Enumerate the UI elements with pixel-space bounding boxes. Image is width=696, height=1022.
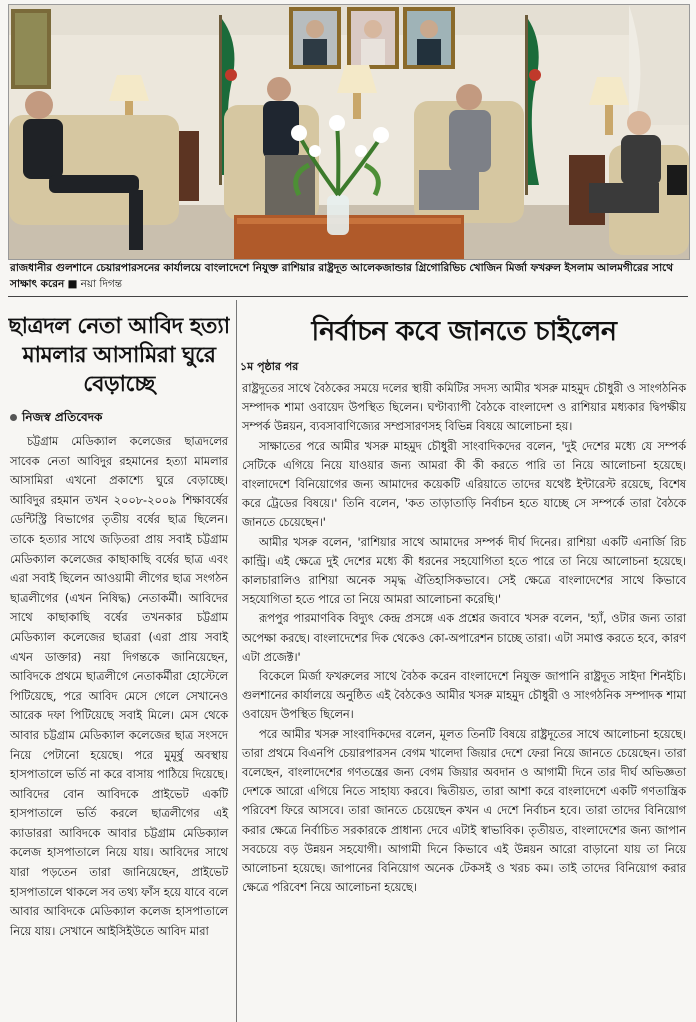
right-article-headline: নির্বাচন কবে জানতে চাইলেন: [311, 316, 617, 347]
paragraph: রূপপুর পারমাণবিক বিদ্যুৎ কেন্দ্র প্রসঙ্গে এক প্রশ্নের জবাবে খসরু বলেন, 'হ্যাঁ, ওটার জন্য তারা অপেক্ষা করছে। বাংলাদেশের দিক থেকেও কো-অপারেশন চাচ্ছে তারা। এটা সমাপ্ত করতে হবে, কারণ এটা প্রজেক্ট।': [242, 612, 686, 664]
divider: [8, 296, 688, 297]
paragraph: আমীর খসরু বলেন, 'রাশিয়ার সাথে আমাদের সম্পর্ক দীর্ঘ দিনের। রাশিয়া একটি এনার্জি রিচ কান্ট্রি। এই ক্ষেত্রে দুই দেশের মধ্যে কী ধরনের সহযোগিতা হতে পারে তা নিয়ে আলোচনা হয়েছে। কালচারালিও রাশিয়া অনেক সমৃদ্ধ ঐতিহাসিকভাবে। সেই ক্ষেত্রে বাংলাদেশের সাথে কিভাবে সহযোগিতা হতে পারে তা নিয়ে আমরা আলোচনা করেছি।': [242, 535, 686, 607]
left-article-body: চট্টগ্রাম মেডিক্যাল কলেজের ছাত্রদলের সাবেক নেতা আবিদুর রহমানের হত্যা মামলার আসামিরা এখনো প্রকাশ্যে ঘুরে বেড়াচ্ছে। আবিদুর রহমান তখন ২০০৮-২০০৯ শিক্ষাবর্ষের ডেন্টিস্ট্রি বিভাগের তৃতীয় বর্ষের ছাত্র ছিলেন। তাকে হত্যার সাথে জড়িতরা প্রায় সবাই চট্টগ্রাম মেডিক্যাল কলেজের কাছাকাছি বর্ষের ছাত্র এবং এরা সবাই ছিলেন আওয়ামী লীগের ছাত্র সংগঠন ছাত্রলীগের (এখন নিষিদ্ধ) নেতাকর্মী। আবিদের সাথে কাছাকাছি বর্ষের তখনকার চট্টগ্রাম মেডিক্যাল কলেজের ছাত্ররা (এরা প্রায় সবাই এখন ডাক্তার) নয়া দিগন্তকে জানিয়েছেন, আবিদকে প্রথমে ছাত্রলীগে নেতাকর্মীরা হোস্টেলে পিটিয়েছে, পরে আবিদ মেসে গেলে সেখানেও আরেক দফা পিটিয়েছে সবাই মিলে। মেস থেকে আবার চট্টগ্রাম মেডিক্যাল কলেজের ছাত্র সংসদে নিয়ে পেটানো হয়েছে। পরে মুমূর্ষু অবস্থায় হাসপাতালে ভর্তি না করে বাসায় পাঠিয়ে দিয়েছে। আবিদের বোন আবিদকে প্রাইভেট একটি হাসপাতালে ভর্তি করলে ছাত্রলীগের এই ক্যাডাররা আবিদকে আবার চট্টগ্রাম মেডিক্যাল কলেজ হাসপাতালে নিয়ে যায়। আবিদের সাথে যারা পড়তেন তারা জানিয়েছেন, প্রাইভেট হাসপাতালে থাকলে সব তথ্য ফাঁস হয়ে যাবে বলে আবার আবিদকে মেডিক্যাল কলেজ হাসপাতালে নিয়ে যায়। সেখানে আইসিইউতে আবিদ মারা: [10, 435, 228, 938]
photo-caption: [10, 260, 686, 292]
photo-credit: ■ নয়া দিগন্ত: [64, 278, 122, 290]
right-article: [240, 300, 688, 1022]
byline-text: নিজস্ব প্রতিবেদক: [22, 410, 103, 424]
photo-illustration: [9, 5, 689, 259]
paragraph: সাক্ষাতের পরে আমীর খসরু মাহমুদ চৌধুরী সাংবাদিকদের বলেন, 'দুই দেশের মধ্যে যে সম্পর্ক সেটিকে এগিয়ে নিয়ে যাওয়ার জন্য আমরা কী কী করতে পারি তা নিয়ে আলোচনা হয়েছে। বাংলাদেশে বিনিয়োগের জন্য আমাদের কয়েকটি এরিয়াতে তাদের যথেষ্ট ইন্টারেস্ট রয়েছে, বিশেষ করে ট্রেডের বিষয়ে।' তিনি বলেন, 'কত তাড়াতাড়ি নির্বাচন হতে যাচ্ছে সে সম্পর্কে তারা বৈঠকে জানতে চেয়েছেন।': [242, 439, 686, 530]
paragraph: পরে আমীর খসরু সাংবাদিকদের বলেন, মূলত তিনটি বিষয়ে রাষ্ট্রদূতের সাথে আলোচনা হয়েছে। তারা প্রথমে বিএনপি চেয়ারপারসন বেগম খালেদা জিয়ার দেশে ফেরা নিয়ে জানতে চেয়েছেন। তারা বলেছেন, বাংলাদেশের গণতন্ত্রের জন্য বেগম জিয়ার অবদান ও আগামী দিনে তার দীর্ঘ অভিজ্ঞতা দেশকে আরো এগিয়ে নিতে সাহায্য করবে। দ্বিতীয়ত, তারা আশা করে বাংলাদেশে একটি গণতান্ত্রিক পরিবেশ ফিরে আসবে। তারা জানতে চেয়েছেন কখন এ দেশে নির্বাচন হবে। তারা তাদের বিনিয়োগ করার ক্ষেত্রে নির্বাচিত সরকারকে প্রাধান্য দেবে এটাই স্বাভাবিক। তৃতীয়ত, বাংলাদেশের জন্য জাপান সবচেয়ে বড় উন্নয়ন সহযোগী। আগামী দিনে কিভাবে এই উন্নয়ন আরো বাড়ানো যায় তা নিয়ে আলোচনা হয়েছে। জাপানের বিনিয়োগ অনেক টেকসই ও খরচ কম। তাই তাদের বিনিয়োগ করার ক্ষেত্রে পরিবেশ নিয়ে আলোচনা হয়েছে।: [242, 727, 686, 895]
paragraph: রাষ্ট্রদূতের সাথে বৈঠকের সময়ে দলের স্থায়ী কমিটির সদস্য আমীর খসরু মাহমুদ চৌধুরী ও সাংগঠনিক সম্পাদক শামা ওবায়েদ উপস্থিত ছিলেন। ঘণ্টাব্যাপী বৈঠকে বাংলাদেশ ও রাশিয়ার মধ্যকার দ্বিপক্ষীয় সম্পর্ক উন্নয়ন, ব্যবসাবাণিজ্যের সম্প্রসারণসহ বিভিন্ন বিষয়ে আলোচনা হয়।: [242, 382, 686, 434]
paragraph: বিকেলে মির্জা ফখরুলের সাথে বৈঠক করেন বাংলাদেশে নিযুক্ত জাপানি রাষ্ট্রদূত সাইদা শিনইচি। গুলশানের কার্যালয়ে অনুষ্ঠিত এই বৈঠকেও আমীর খসরু মাহমুদ চৌধুরী ও সাংগঠনিক সম্পাদক শামা ওবায়েদ উপস্থিত ছিলেন।: [242, 670, 686, 722]
news-photo: [8, 4, 690, 260]
right-article-body: [240, 379, 688, 897]
left-article-headline: ছাত্রদল নেতা আবিদ হত্যা মামলার আসামিরা ঘুরে বেড়াচ্ছে: [8, 314, 230, 397]
continued-from: ১ম পৃষ্ঠার পর: [240, 360, 299, 373]
column-divider: [236, 300, 237, 1022]
byline: [10, 409, 230, 429]
bullet-icon: [10, 414, 17, 421]
portrait-frame-icon: [289, 7, 455, 69]
left-article: [8, 300, 230, 1022]
caption-text: রাজধানীর গুলশানে চেয়ারপারসনের কার্যালয়ে বাংলাদেশে নিযুক্ত রাশিয়ার রাষ্ট্রদূত আলেকজান্ডার গ্রিগোরিভিচ খোজিন মির্জা ফখরুল ইসলাম আলমগীরের সাথে সাক্ষাৎ করেন: [10, 262, 674, 290]
